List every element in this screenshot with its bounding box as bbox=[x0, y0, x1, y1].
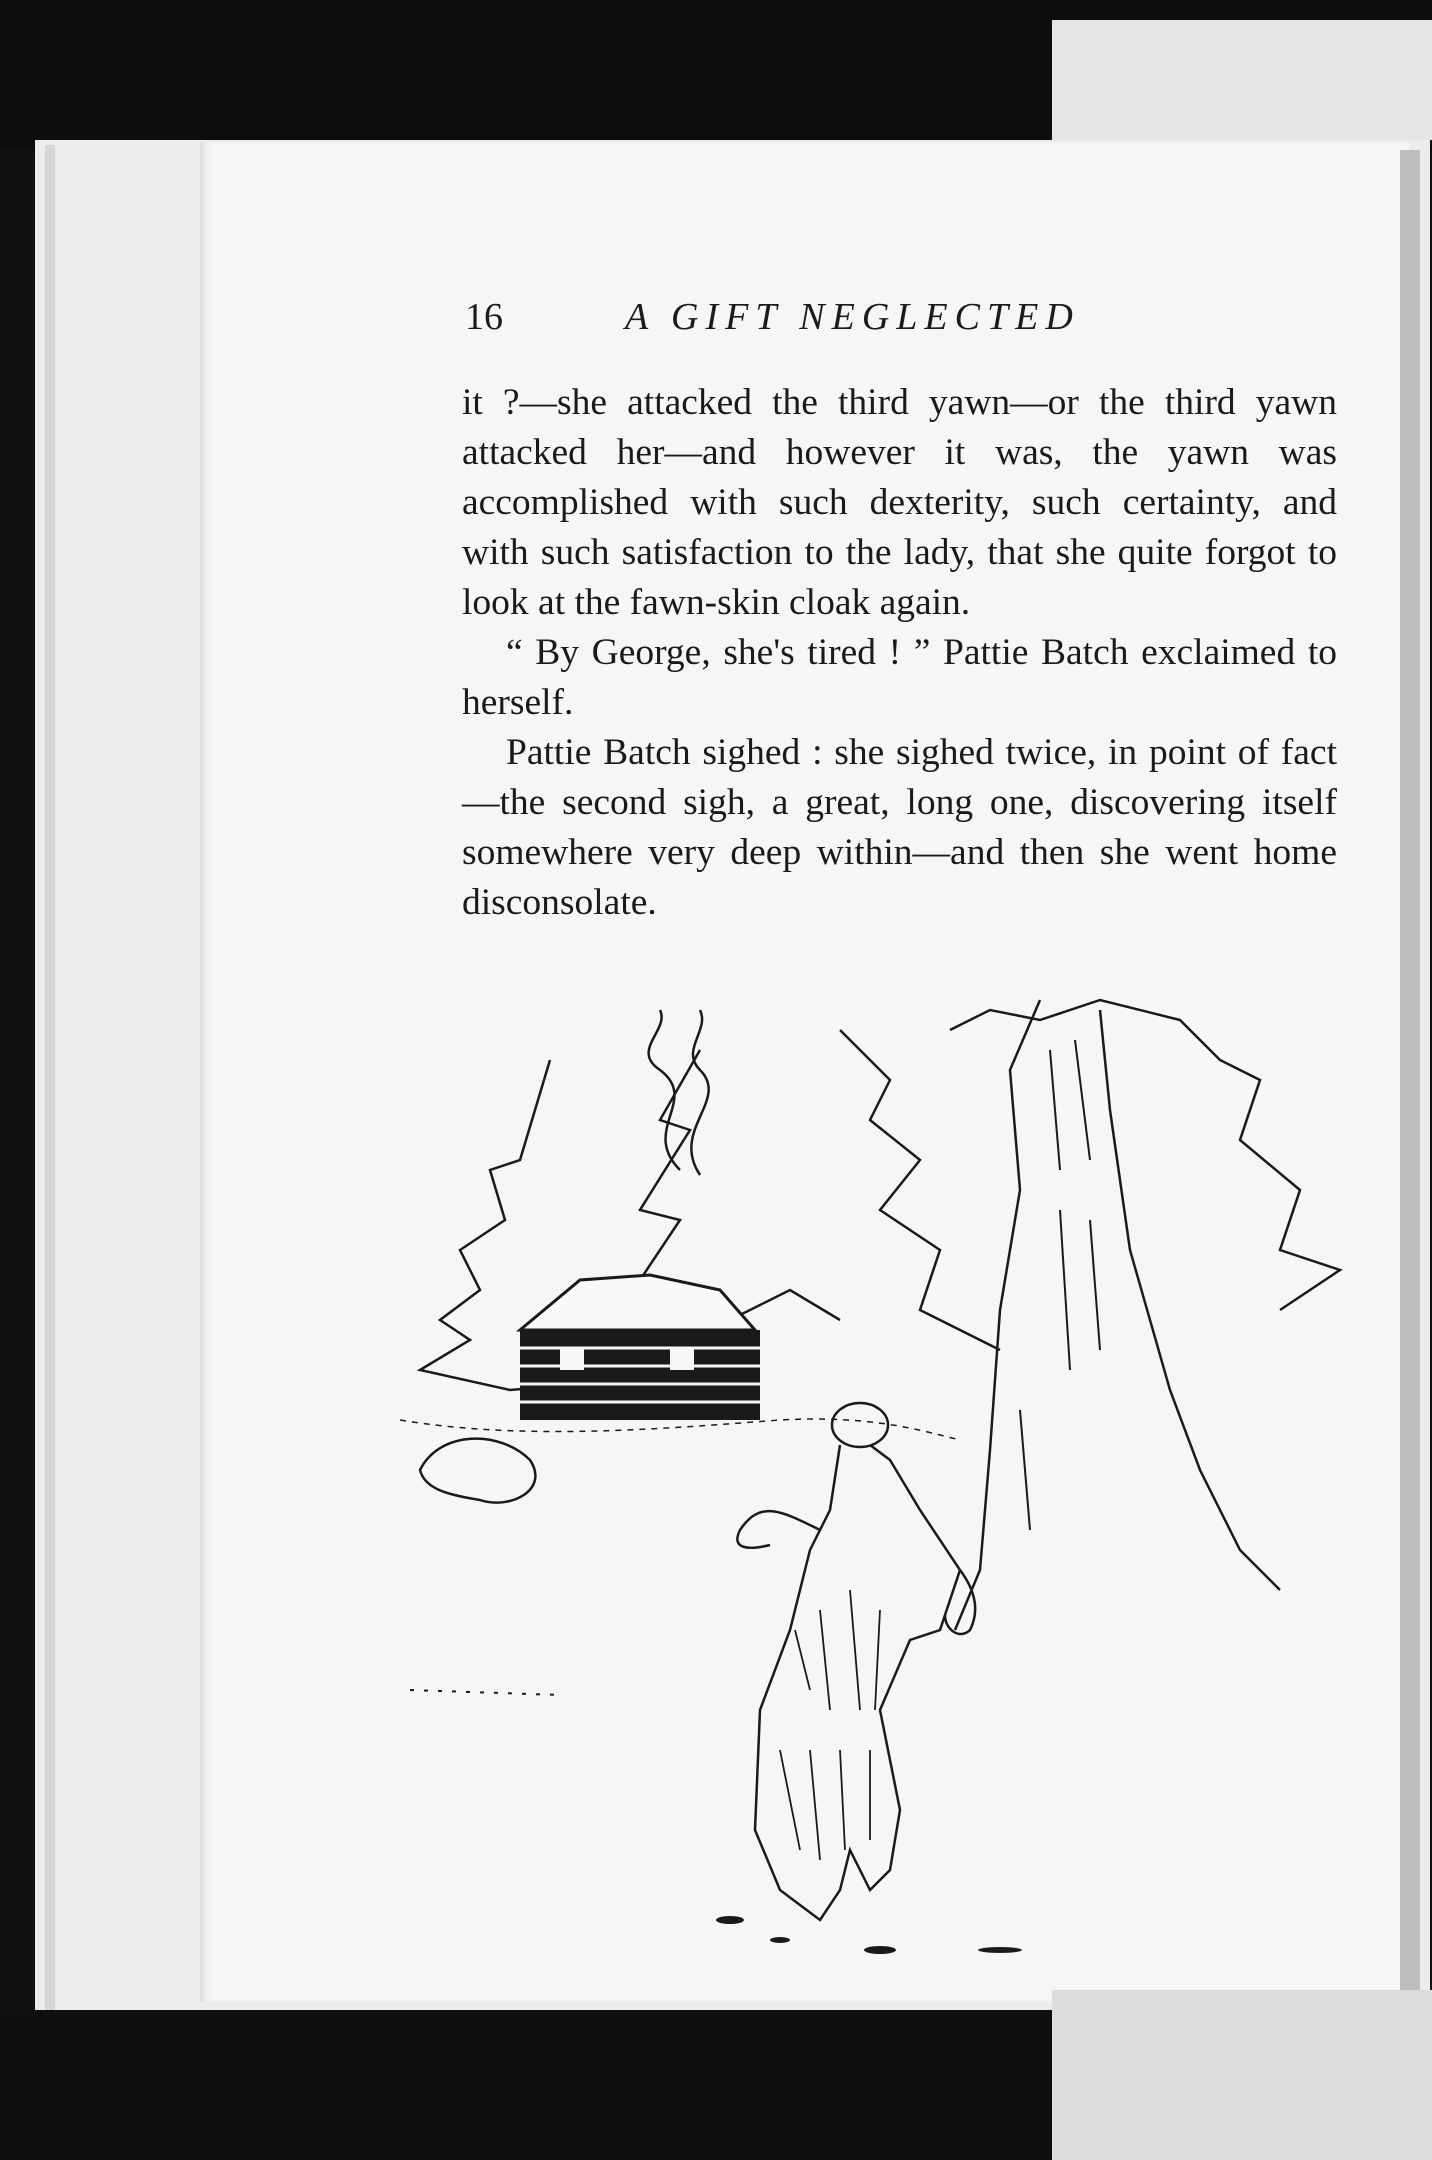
paragraph-1: it ?—she attacked the third yawn—or the third yawn attacked her—and however it was, the yawn was accomplished with such dexterity, such certainty, and with such satisfaction to the lady, that she quite forgot to look at the fawn-skin cloak again. bbox=[462, 382, 1337, 623]
paragraph-3: Pattie Batch sighed : she sighed twice, in point of fact—the second sigh, a great, long one, discovering itself somewhere very deep within—and then she went home disconsolate. bbox=[462, 732, 1337, 923]
tree-trunk bbox=[955, 1000, 1280, 1630]
page-stack-edge bbox=[45, 145, 55, 2015]
paragraph-2: “ By George, she's tired ! ” Pattie Batch exclaimed to herself. bbox=[462, 632, 1337, 723]
body-text bbox=[462, 378, 1337, 928]
tape-strip-top bbox=[1052, 20, 1432, 140]
running-title: A GIFT NEGLECTED bbox=[625, 296, 1080, 338]
page-right-edge bbox=[1400, 150, 1420, 2010]
tape-strip-bottom bbox=[1052, 1990, 1432, 2160]
walking-woman bbox=[737, 1403, 975, 1920]
illustration bbox=[400, 990, 1390, 1970]
page-header bbox=[465, 295, 1345, 345]
snow-bank bbox=[420, 1439, 535, 1503]
page-number: 16 bbox=[465, 296, 503, 338]
tree-right-2 bbox=[840, 1030, 1000, 1350]
illustration-drawing bbox=[400, 990, 1390, 1970]
ground-line bbox=[400, 1419, 960, 1440]
log-cabin bbox=[520, 1275, 760, 1420]
